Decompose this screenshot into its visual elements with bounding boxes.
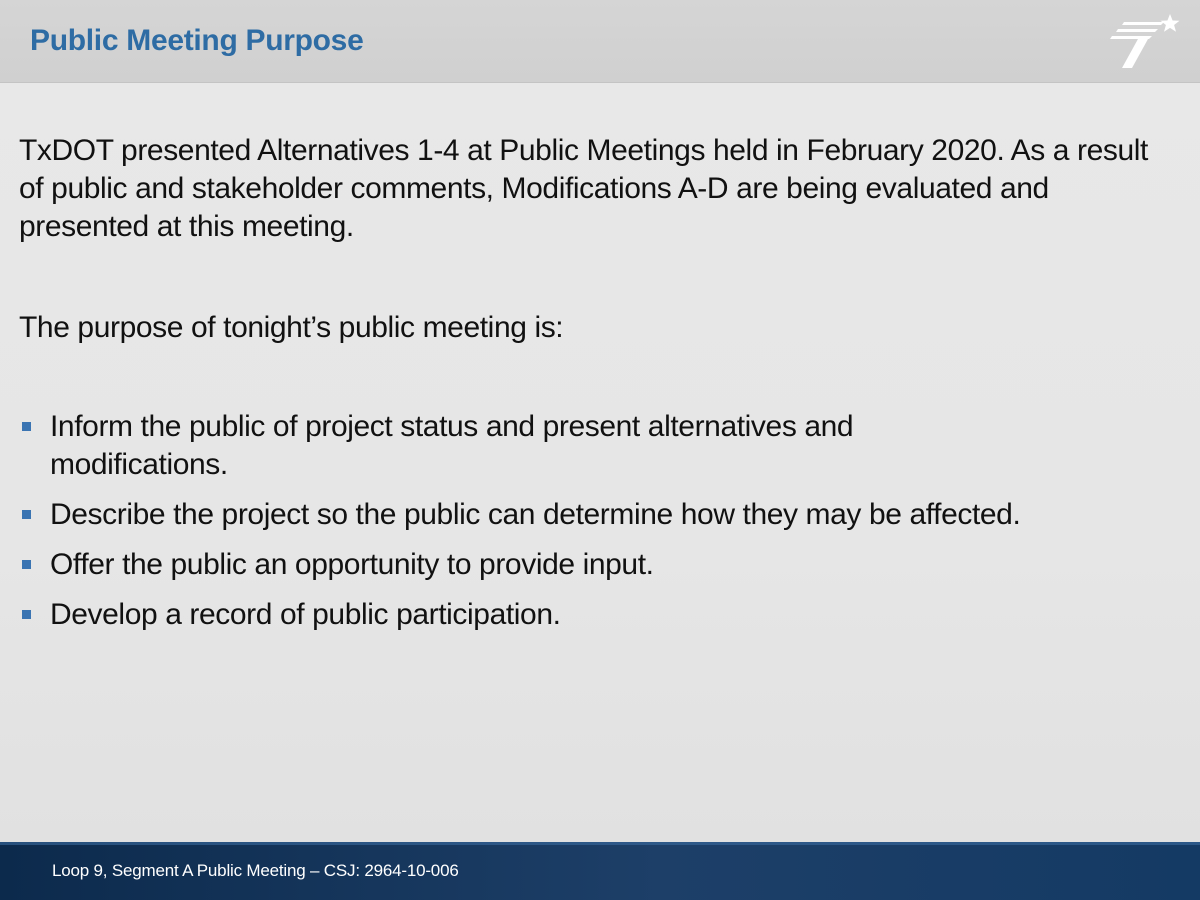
purpose-bullet-list	[19, 408, 1169, 634]
list-item-text: Develop a record of public participation.	[50, 598, 561, 631]
square-bullet-icon	[22, 560, 31, 569]
footer-text: Loop 9, Segment A Public Meeting – CSJ: 2964-10-006	[52, 861, 459, 880]
list-item-text: Describe the project so the public can determine how they may be affected.	[50, 498, 1021, 531]
slide-footer	[0, 842, 1200, 900]
purpose-lead: The purpose of tonight’s public meeting is:	[19, 311, 564, 344]
list-item	[19, 496, 1169, 534]
intro-paragraph: TxDOT presented Alternatives 1-4 at Public Meetings held in February 2020. As a result of public and stakeholder comments, Modifications A-D are being evaluated and presented at this meeting.	[19, 134, 1148, 243]
footer-stripe	[0, 842, 1200, 845]
list-item	[19, 596, 1169, 634]
square-bullet-icon	[22, 510, 31, 519]
slide-title: Public Meeting Purpose	[30, 24, 364, 57]
square-bullet-icon	[22, 610, 31, 619]
txdot-star-logo-icon	[1102, 10, 1182, 70]
list-item-text: Inform the public of project status and present alternatives and modifications.	[50, 410, 854, 481]
list-item	[19, 546, 1169, 584]
slide-header	[0, 0, 1200, 83]
list-item	[19, 408, 980, 484]
square-bullet-icon	[22, 422, 31, 431]
slide-body	[19, 132, 1169, 646]
list-item-text: Offer the public an opportunity to provide input.	[50, 548, 654, 581]
